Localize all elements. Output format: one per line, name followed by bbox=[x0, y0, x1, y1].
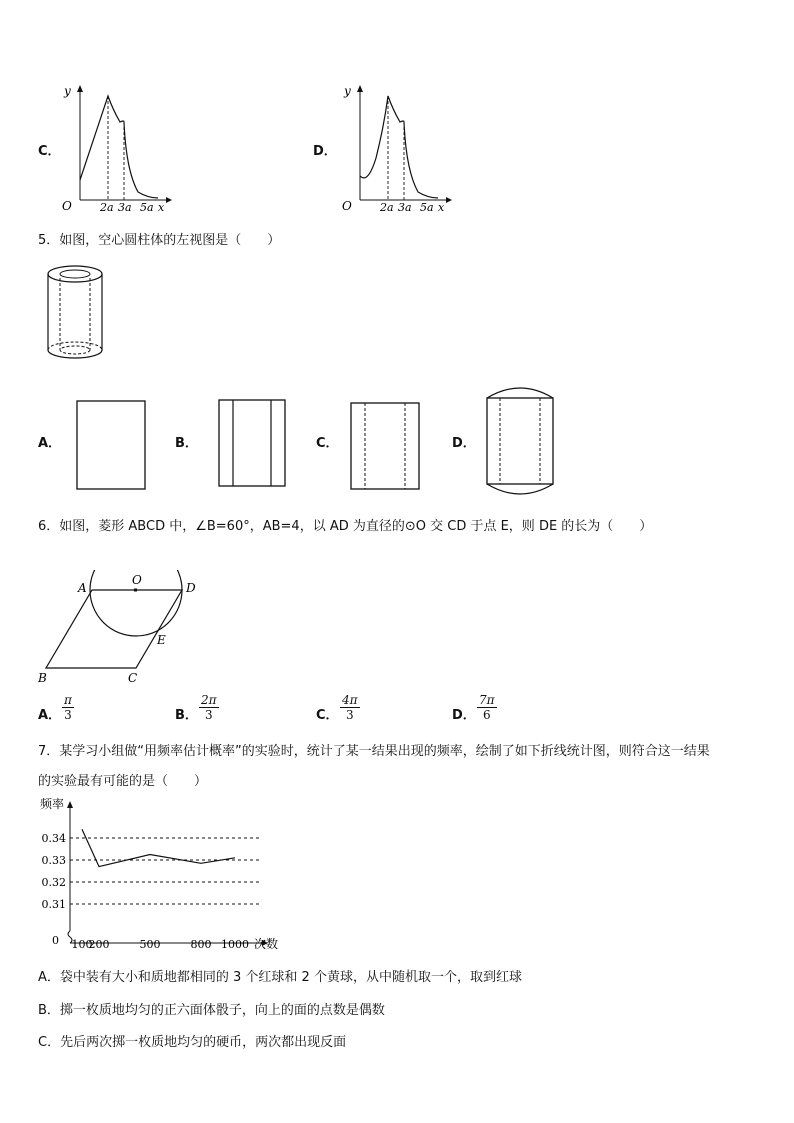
option-c-label: C． bbox=[38, 144, 61, 159]
x-axis-label: x bbox=[158, 201, 165, 214]
q5-option-c-label: C． bbox=[316, 436, 339, 451]
q7-text-line1: 7．某学习小组做“用频率估计概率”的实验时，统计了某一结果出现的频率，绘制了如下折线统计图，则符合这一结果 bbox=[38, 744, 710, 759]
x-axis-label: x bbox=[438, 201, 445, 214]
y-tick-label: 0.32 bbox=[41, 876, 66, 889]
q6-option-d-value: $\frac{7\pi}{6}$ bbox=[479, 693, 495, 722]
q5-option-c-figure bbox=[350, 402, 422, 492]
x-tick-label: 500 bbox=[139, 938, 161, 951]
y-axis-label: y bbox=[64, 84, 71, 98]
frequency-line-chart bbox=[30, 796, 300, 954]
y-tick-label: 0.34 bbox=[41, 832, 66, 845]
y-arrow-icon bbox=[67, 801, 73, 808]
tick-2a: 2a bbox=[380, 201, 394, 214]
y-axis-label: y bbox=[344, 84, 351, 98]
origin-label: O bbox=[342, 199, 352, 213]
q7-option-b: B．掷一枚质地均匀的正六面体骰子，向上的面的点数是偶数 bbox=[38, 1003, 385, 1018]
q4-graph-d bbox=[338, 80, 458, 215]
q5-option-d-label: D． bbox=[452, 436, 476, 451]
x-axis-title: 次数 bbox=[254, 937, 279, 951]
x-tick-label: 1000 bbox=[221, 938, 249, 951]
q5-text: 5．如图，空心圆柱体的左视图是（ ） bbox=[38, 233, 281, 248]
q4-graph-c bbox=[58, 80, 178, 215]
tick-3a: 3a bbox=[398, 201, 412, 214]
origin-label: 0 bbox=[52, 934, 59, 947]
q6-option-d-label: D． bbox=[452, 708, 476, 723]
y-tick-label: 0.31 bbox=[41, 898, 66, 911]
q6-text: 6．如图，菱形 ABCD 中，∠B=60°，AB=4，以 AD 为直径的⊙O 交 CD 于点 E，则 DE 的长为（ ） bbox=[38, 519, 653, 534]
q5-option-d-figure bbox=[484, 384, 558, 502]
curve-c bbox=[80, 96, 158, 198]
q5-option-b-label: B． bbox=[175, 436, 198, 451]
curve-d bbox=[360, 96, 438, 198]
q6-option-a-value: $\frac{\pi}{3}$ bbox=[64, 693, 72, 722]
hollow-cylinder-figure bbox=[42, 262, 112, 364]
label-b: B bbox=[38, 671, 47, 685]
x-arrow-icon bbox=[446, 197, 452, 203]
q5-option-a-label: A． bbox=[38, 436, 62, 451]
rhombus-abcd bbox=[46, 590, 182, 668]
q6-option-c-value: $\frac{4\pi}{3}$ bbox=[342, 693, 358, 722]
q6-option-c-label: C． bbox=[316, 708, 339, 723]
tick-5a: 5a bbox=[420, 201, 434, 214]
x-tick-label: 100 bbox=[71, 938, 93, 951]
q6-option-b-label: B． bbox=[175, 708, 198, 723]
q7-option-c: C．先后两次掷一枚质地均匀的硬币，两次都出现反面 bbox=[38, 1035, 347, 1050]
y-axis-title: 频率 bbox=[40, 797, 65, 811]
option-d-label: D． bbox=[313, 144, 337, 159]
q6-option-b-value: $\frac{2\pi}{3}$ bbox=[201, 693, 217, 722]
label-o: O bbox=[132, 573, 142, 587]
tick-5a: 5a bbox=[140, 201, 154, 214]
frequency-series-line bbox=[82, 829, 235, 866]
rhombus-circle-figure bbox=[36, 570, 206, 688]
x-tick-label: 800 bbox=[190, 938, 212, 951]
y-arrow-icon bbox=[77, 85, 83, 92]
origin-label: O bbox=[62, 199, 72, 213]
q5-option-a-figure bbox=[76, 400, 148, 492]
center-point-o bbox=[134, 589, 137, 592]
label-d: D bbox=[186, 581, 196, 595]
y-arrow-icon bbox=[357, 85, 363, 92]
q6-option-a-label: A． bbox=[38, 708, 62, 723]
tick-2a: 2a bbox=[100, 201, 114, 214]
y-tick-label: 0.33 bbox=[41, 854, 66, 867]
q7-option-a: A．袋中装有大小和质地都相同的 3 个红球和 2 个黄球，从中随机取一个，取到红球 bbox=[38, 970, 522, 985]
q7-text-line2: 的实验最有可能的是（ ） bbox=[38, 774, 208, 789]
x-tick-label: 200 bbox=[88, 938, 110, 951]
q5-option-b-figure bbox=[218, 398, 288, 490]
label-a: A bbox=[78, 581, 87, 595]
label-e: E bbox=[157, 633, 166, 647]
x-arrow-icon bbox=[166, 197, 172, 203]
tick-3a: 3a bbox=[118, 201, 132, 214]
label-c: C bbox=[128, 671, 138, 685]
